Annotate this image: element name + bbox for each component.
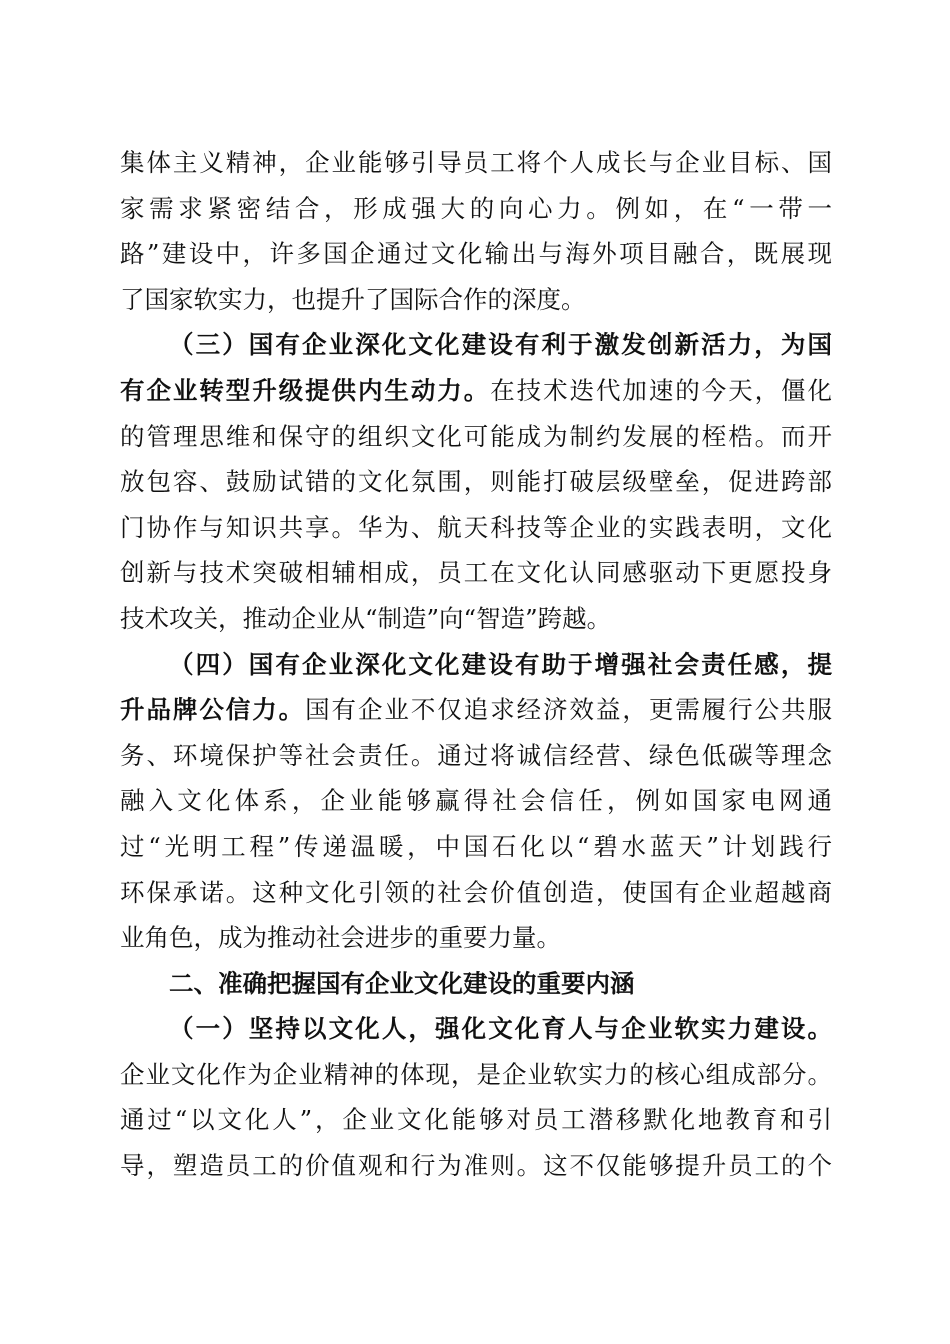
text-line: 环保承诺。这种文化引领的社会价值创造，使国有企业超越商 [120, 877, 832, 907]
text-line: 集体主义精神，企业能够引导员工将个人成长与企业目标、国 [120, 148, 832, 177]
text-line: 技术攻关，推动企业从“制造”向“智造”跨越。 [120, 603, 612, 633]
text-line [120, 368, 832, 414]
text-line-rest: 在技术迭代加速的今天，僵化 [490, 375, 832, 405]
text-line: 家需求紧密结合，形成强大的向心力。例如，在“一带一 [120, 193, 832, 223]
text-line: 放包容、鼓励试错的文化氛围，则能打破层级壁垒，促进跨部 [120, 467, 832, 497]
section-heading-three-end: 有企业转型升级提供内生动力。 [120, 375, 491, 405]
text-line: 的管理思维和保守的组织文化可能成为制约发展的桎梏。而开 [120, 421, 832, 451]
chapter-heading: 二、准确把握国有企业文化建设的重要内涵 [169, 968, 635, 998]
text-line: 业角色，成为推动社会进步的重要力量。 [120, 923, 561, 953]
text-line [120, 687, 832, 733]
section-heading-one: （一）坚持以文化人，强化文化育人与企业软实力建设。 [169, 1014, 832, 1044]
text-line: 路”建设中，许多国企通过文化输出与海外项目融合，既展现 [120, 239, 832, 269]
document-page [120, 140, 832, 1189]
section-heading-four: （四）国有企业深化文化建设有助于增强社会责任感，提 [169, 649, 832, 679]
text-line-rest: 国有企业不仅追求经济效益，更需履行公共服 [305, 695, 832, 725]
text-line: 通过“以文化人”，企业文化能够对员工潜移默化地教育和引 [120, 1105, 832, 1135]
text-line: 务、环境保护等社会责任。通过将诚信经营、绿色低碳等理念 [120, 740, 832, 770]
text-line: 融入文化体系，企业能够赢得社会信任，例如国家电网通 [120, 786, 832, 816]
text-line: 过“光明工程”传递温暖，中国石化以“碧水蓝天”计划践行 [120, 831, 832, 861]
text-line: 门协作与知识共享。华为、航天科技等企业的实践表明，文化 [120, 512, 832, 542]
section-heading-three: （三）国有企业深化文化建设有利于激发创新活力，为国 [169, 330, 832, 360]
text-line: 了国家软实力，也提升了国际合作的深度。 [120, 284, 586, 314]
text-line: 导，塑造员工的价值观和行为准则。这不仅能够提升员工的个 [120, 1151, 832, 1181]
text-line: 企业文化作为企业精神的体现，是企业软实力的核心组成部分。 [120, 1059, 832, 1089]
section-heading-four-end: 升品牌公信力。 [120, 695, 306, 725]
text-line: 创新与技术突破相辅相成，员工在文化认同感驱动下更愿投身 [120, 558, 832, 588]
